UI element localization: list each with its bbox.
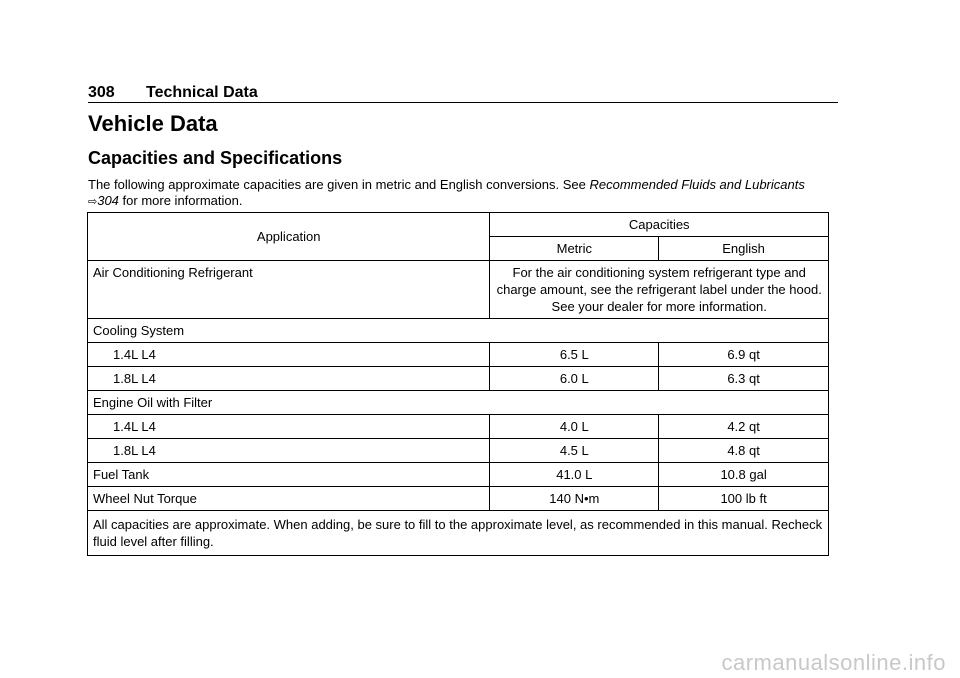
table-row <box>88 319 829 343</box>
table-footnote-row <box>88 511 829 556</box>
header-capacities: Capacities <box>490 213 829 237</box>
oil-metric: 4.5 L <box>490 439 659 463</box>
cooling-english: 6.3 qt <box>659 367 829 391</box>
cooling-label: Cooling System <box>88 319 829 343</box>
capacities-table <box>87 212 829 556</box>
ac-note: For the air conditioning system refrigerant type and charge amount, see the refrigerant label under the hood. See your dealer for more information. <box>490 261 829 319</box>
page-title: Vehicle Data <box>88 111 218 136</box>
page-ref-arrow-icon: ⇨ <box>88 196 98 208</box>
section-subtitle: Capacities and Specifications <box>88 148 343 168</box>
cooling-engine: 1.8L L4 <box>88 367 490 391</box>
watermark: carmanualsonline.info <box>721 650 946 675</box>
table-row <box>88 343 829 367</box>
oil-english: 4.8 qt <box>659 439 829 463</box>
table-footnote: All capacities are approximate. When adding, be sure to fill to the approximate level, as recommended in this manual. Recheck fluid level after filling. <box>88 511 829 556</box>
recommended-fluids-link[interactable]: Recommended Fluids and Lubricants <box>589 177 805 192</box>
oil-english: 4.2 qt <box>659 415 829 439</box>
cooling-metric: 6.0 L <box>490 367 659 391</box>
cooling-engine: 1.4L L4 <box>88 343 490 367</box>
oil-label: Engine Oil with Filter <box>88 391 829 415</box>
oil-engine: 1.8L L4 <box>88 439 490 463</box>
fuel-english: 10.8 gal <box>659 463 829 487</box>
intro-text-end: for more information. <box>122 193 243 208</box>
fuel-label: Fuel Tank <box>88 463 490 487</box>
table-row <box>88 439 829 463</box>
fuel-metric: 41.0 L <box>490 463 659 487</box>
wheel-metric: 140 N•m <box>490 487 659 511</box>
header-english: English <box>659 237 829 261</box>
cooling-english: 6.9 qt <box>659 343 829 367</box>
header-application: Application <box>88 213 490 261</box>
table-header-row <box>88 213 829 237</box>
wheel-english: 100 lb ft <box>659 487 829 511</box>
ac-label: Air Conditioning Refrigerant <box>88 261 490 319</box>
oil-metric: 4.0 L <box>490 415 659 439</box>
page-number: 308 <box>88 84 115 101</box>
table-row <box>88 487 829 511</box>
table-row <box>88 261 829 319</box>
cooling-metric: 6.5 L <box>490 343 659 367</box>
wheel-label: Wheel Nut Torque <box>88 487 490 511</box>
intro-paragraph <box>88 177 828 210</box>
section-title: Technical Data <box>146 84 258 101</box>
table-row <box>88 415 829 439</box>
table-row <box>88 463 829 487</box>
oil-engine: 1.4L L4 <box>88 415 490 439</box>
header-metric: Metric <box>490 237 659 261</box>
page-header <box>88 82 838 103</box>
table-row <box>88 391 829 415</box>
intro-text: The following approximate capacities are given in metric and English conversions. See <box>88 177 586 192</box>
table-row <box>88 367 829 391</box>
page-ref[interactable]: 304 <box>97 193 119 208</box>
